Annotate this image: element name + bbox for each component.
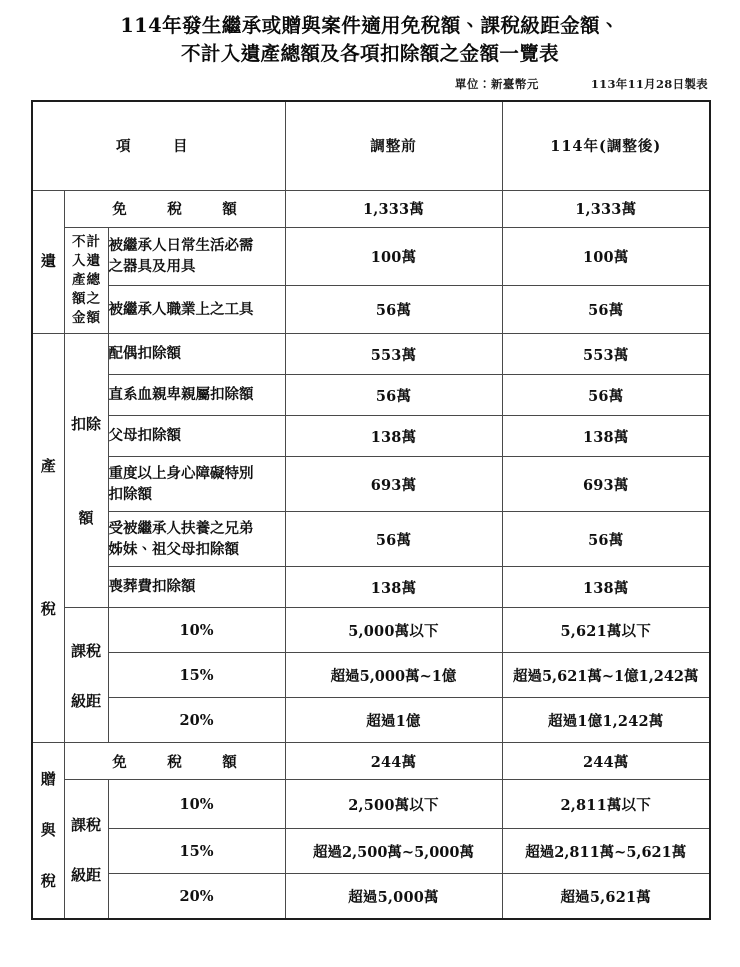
- rate-label: 20%: [108, 698, 285, 743]
- value-before: 2,500萬以下: [285, 780, 502, 829]
- table-row: [32, 743, 710, 780]
- group-label-bracket-gift: 課稅 級距: [64, 780, 108, 920]
- group-label-exemption-gift: 免 稅 額: [64, 743, 285, 780]
- table-row: [32, 334, 710, 375]
- table-row: [32, 653, 710, 698]
- item-label: 直系血親卑親屬扣除額: [108, 375, 285, 416]
- table-row: [32, 457, 710, 512]
- value-after: 5,621萬以下: [502, 608, 710, 653]
- table-row: [32, 608, 710, 653]
- value-after: 56萬: [502, 512, 710, 567]
- table-row: [32, 416, 710, 457]
- excluded-label-col-1: 不 入 產 額 金: [72, 233, 86, 327]
- item-label: 被繼承人職業上之工具: [108, 286, 285, 334]
- subtitle-row: [0, 76, 740, 92]
- item-label: 被繼承人日常生活必需 之器具及用具: [108, 227, 285, 286]
- table-header-row: [32, 101, 710, 191]
- value-before: 1,333萬: [285, 190, 502, 227]
- value-after: 553萬: [502, 334, 710, 375]
- header-before: 調整前: [285, 101, 502, 191]
- group-label-exemption-estate: 免 稅 額: [64, 190, 285, 227]
- prepared-date: 113年11月28日製表: [590, 76, 708, 91]
- value-after: 100萬: [502, 227, 710, 286]
- rate-label: 15%: [108, 829, 285, 874]
- document-title: [0, 0, 740, 69]
- value-before: 超過1億: [285, 698, 502, 743]
- value-before: 138萬: [285, 567, 502, 608]
- currency-unit-note: 單位：新臺幣元: [454, 76, 539, 91]
- header-after: 114年(調整後): [502, 101, 710, 191]
- table-row: [32, 190, 710, 227]
- header-item: 項 目: [32, 101, 285, 191]
- value-after: 138萬: [502, 416, 710, 457]
- tax-type-gift: 贈 與 稅: [32, 743, 64, 920]
- item-label: 受被繼承人扶養之兄弟 姊妹、祖父母扣除額: [108, 512, 285, 567]
- table-row: [32, 698, 710, 743]
- tax-amount-table: [31, 100, 711, 921]
- value-before: 693萬: [285, 457, 502, 512]
- value-before: 5,000萬以下: [285, 608, 502, 653]
- group-label-bracket-estate: 課稅 級距: [64, 608, 108, 743]
- value-after: 超過5,621萬: [502, 874, 710, 920]
- tax-type-estate-part2: 產 稅: [32, 334, 64, 743]
- table-row: [32, 829, 710, 874]
- value-after: 56萬: [502, 286, 710, 334]
- tax-table-wrapper: [31, 100, 709, 921]
- excluded-label-col-2: 計 遺 總 之 額: [86, 233, 100, 327]
- value-after: 56萬: [502, 375, 710, 416]
- item-label: 重度以上身心障礙特別 扣除額: [108, 457, 285, 512]
- item-label: 配偶扣除額: [108, 334, 285, 375]
- value-before: 56萬: [285, 512, 502, 567]
- value-before: 超過5,000萬~1億: [285, 653, 502, 698]
- value-after: 2,811萬以下: [502, 780, 710, 829]
- rate-label: 10%: [108, 608, 285, 653]
- group-label-deduction-estate: 扣除 額: [64, 334, 108, 608]
- table-row: [32, 375, 710, 416]
- value-before: 553萬: [285, 334, 502, 375]
- rate-label: 10%: [108, 780, 285, 829]
- value-after: 138萬: [502, 567, 710, 608]
- table-row: [32, 286, 710, 334]
- table-row: [32, 227, 710, 286]
- value-before: 100萬: [285, 227, 502, 286]
- value-after: 超過1億1,242萬: [502, 698, 710, 743]
- table-row: [32, 780, 710, 829]
- item-label: 喪葬費扣除額: [108, 567, 285, 608]
- rate-label: 15%: [108, 653, 285, 698]
- value-after: 超過5,621萬~1億1,242萬: [502, 653, 710, 698]
- tax-type-estate-part1: 遺: [32, 190, 64, 334]
- item-label: 父母扣除額: [108, 416, 285, 457]
- value-before: 244萬: [285, 743, 502, 780]
- table-row: [32, 874, 710, 920]
- rate-label: 20%: [108, 874, 285, 920]
- value-after: 693萬: [502, 457, 710, 512]
- value-before: 138萬: [285, 416, 502, 457]
- title-line-2: 不計入遺產總額及各項扣除額之金額一覽表: [180, 42, 560, 66]
- group-label-excluded-estate: [64, 227, 108, 334]
- value-after: 244萬: [502, 743, 710, 780]
- table-row: [32, 567, 710, 608]
- value-after: 超過2,811萬~5,621萬: [502, 829, 710, 874]
- value-after: 1,333萬: [502, 190, 710, 227]
- table-row: [32, 512, 710, 567]
- value-before: 超過2,500萬~5,000萬: [285, 829, 502, 874]
- title-line-1: 114年發生繼承或贈與案件適用免稅額、課稅級距金額、: [120, 14, 620, 37]
- value-before: 56萬: [285, 286, 502, 334]
- value-before: 超過5,000萬: [285, 874, 502, 920]
- value-before: 56萬: [285, 375, 502, 416]
